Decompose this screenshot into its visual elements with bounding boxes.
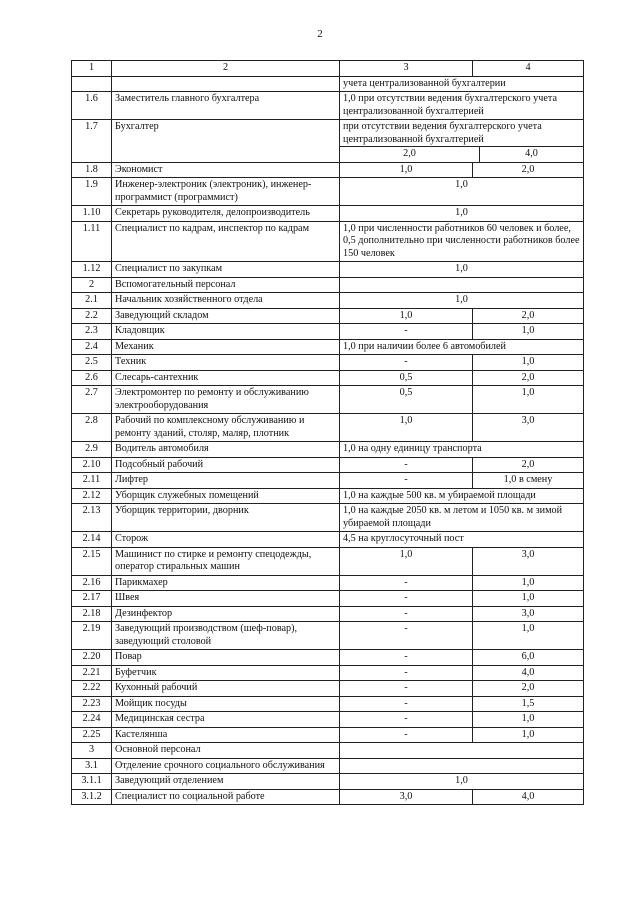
- position-name: Механик: [112, 339, 340, 355]
- position-name: Подсобный рабочий: [112, 457, 340, 473]
- row-number: 2.22: [72, 681, 112, 697]
- table-row: [72, 178, 584, 206]
- norm-value-col3: -: [340, 591, 473, 607]
- table-row: [72, 76, 584, 92]
- position-name: Инженер-электроник (электроник), инженер-программист (программист): [112, 178, 340, 206]
- norm-note: учета централизованной бухгалтерии: [340, 76, 584, 92]
- norm-value-col3: 1,0: [340, 414, 473, 442]
- table-row: [72, 774, 584, 790]
- table-row: [72, 92, 584, 120]
- norm-value-col4: 1,0: [473, 386, 584, 414]
- row-number: 1.6: [72, 92, 112, 120]
- norm-value-merged: 1,0: [340, 262, 584, 278]
- norm-value-col4: 2,0: [473, 457, 584, 473]
- norm-note: при отсутствии ведения бухгалтерского учета централизованной бухгалтерией: [343, 121, 542, 145]
- norm-note: 1,0 при отсутствии ведения бухгалтерского учета централизованной бухгалтерией: [340, 92, 584, 120]
- position-name: Парикмахер: [112, 575, 340, 591]
- position-name: Заведующий складом: [112, 308, 340, 324]
- norm-value-col4: 1,0: [473, 712, 584, 728]
- table-row: [72, 712, 584, 728]
- position-name: Швея: [112, 591, 340, 607]
- position-name: Электромонтер по ремонту и обслуживанию электрооборудования: [112, 386, 340, 414]
- row-number: 2.3: [72, 324, 112, 340]
- position-name: Водитель автомобиля: [112, 442, 340, 458]
- norm-value-col3: 1,0: [340, 162, 473, 178]
- norm-value-col3: -: [340, 712, 473, 728]
- norm-value-col3: -: [340, 575, 473, 591]
- table-row: [72, 293, 584, 309]
- norm-value-col3: -: [340, 650, 473, 666]
- table-row: [72, 743, 584, 759]
- row-number: 2.11: [72, 473, 112, 489]
- position-name: Машинист по стирке и ремонту спецодежды, оператор стиральных машин: [112, 547, 340, 575]
- position-name: [112, 76, 340, 92]
- row-number: 1.7: [72, 120, 112, 163]
- position-name: Сторож: [112, 532, 340, 548]
- table-row: [72, 386, 584, 414]
- position-name: Кладовщик: [112, 324, 340, 340]
- table-row: [72, 442, 584, 458]
- position-name: Повар: [112, 650, 340, 666]
- table-row: [72, 206, 584, 222]
- position-name: Вспомогательный персонал: [112, 277, 340, 293]
- position-name: Специалист по социальной работе: [112, 789, 340, 805]
- norm-value-col3: 0,5: [340, 386, 473, 414]
- table-row: [72, 162, 584, 178]
- norm-note: 1,0 на каждые 2050 кв. м летом и 1050 кв. м зимой убираемой площади: [340, 504, 584, 532]
- norm-note: 1,0 при наличии более 6 автомобилей: [340, 339, 584, 355]
- row-number: 2.21: [72, 665, 112, 681]
- norm-value-col3: 0,5: [340, 370, 473, 386]
- table-row: [72, 488, 584, 504]
- row-number: 2.14: [72, 532, 112, 548]
- table-row: [72, 120, 584, 163]
- norm-note: 1,0 на одну единицу транспорта: [340, 442, 584, 458]
- norm-value-col3: 1,0: [340, 308, 473, 324]
- norm-value-col3: -: [340, 681, 473, 697]
- row-number: [72, 76, 112, 92]
- table-row: [72, 504, 584, 532]
- norm-value-col4: 3,0: [473, 414, 584, 442]
- row-number: 1.9: [72, 178, 112, 206]
- norm-value-col3: 1,0: [340, 547, 473, 575]
- table-row: [72, 532, 584, 548]
- norm-value-col3: 2,0: [340, 147, 480, 162]
- table-row: [72, 681, 584, 697]
- row-number: 2.13: [72, 504, 112, 532]
- row-number: 2.2: [72, 308, 112, 324]
- position-name: Кастелянша: [112, 727, 340, 743]
- norm-value-col4: 1,0 в смену: [473, 473, 584, 489]
- row-number: 2.7: [72, 386, 112, 414]
- table-row: [72, 591, 584, 607]
- table-row: [72, 665, 584, 681]
- header-col-1: 1: [72, 61, 112, 77]
- table-row: [72, 457, 584, 473]
- table-row: [72, 789, 584, 805]
- staffing-table: [71, 60, 584, 805]
- position-name: Заместитель главного бухгалтера: [112, 92, 340, 120]
- norm-note: 4,5 на круглосуточный пост: [340, 532, 584, 548]
- table-row: [72, 414, 584, 442]
- row-number: 2: [72, 277, 112, 293]
- position-name: Заведующий отделением: [112, 774, 340, 790]
- row-number: 2.17: [72, 591, 112, 607]
- row-number: 2.10: [72, 457, 112, 473]
- norm-value-merged: 1,0: [340, 206, 584, 222]
- norm-value-col3: -: [340, 473, 473, 489]
- table-row: [72, 727, 584, 743]
- page-number: 2: [317, 28, 323, 40]
- norm-value-col4: 1,0: [473, 575, 584, 591]
- row-number: 2.12: [72, 488, 112, 504]
- norm-value-col4: 1,0: [473, 622, 584, 650]
- norm-value-col3: -: [340, 324, 473, 340]
- row-number: 2.20: [72, 650, 112, 666]
- norm-value-merged: 1,0: [340, 293, 584, 309]
- position-name: Начальник хозяйственного отдела: [112, 293, 340, 309]
- position-name: Медицинская сестра: [112, 712, 340, 728]
- table-row: [72, 473, 584, 489]
- table-row: [72, 355, 584, 371]
- row-number: 3.1.2: [72, 789, 112, 805]
- row-number: 2.1: [72, 293, 112, 309]
- row-number: 1.11: [72, 221, 112, 262]
- table-row: [72, 370, 584, 386]
- norm-value-col4: 6,0: [473, 650, 584, 666]
- position-name: Техник: [112, 355, 340, 371]
- norm-value-col3: -: [340, 355, 473, 371]
- norm-note: 1,0 на каждые 500 кв. м убираемой площади: [340, 488, 584, 504]
- table-header-row: [72, 61, 584, 77]
- norm-value-col4: 3,0: [473, 547, 584, 575]
- row-number: 2.24: [72, 712, 112, 728]
- row-number: 2.15: [72, 547, 112, 575]
- position-name: Дезинфектор: [112, 606, 340, 622]
- position-name: Кухонный рабочий: [112, 681, 340, 697]
- norm-values: [340, 146, 583, 162]
- row-number: 3.1: [72, 758, 112, 774]
- header-col-4: 4: [473, 61, 584, 77]
- table-row: [72, 324, 584, 340]
- position-name: Рабочий по комплексному обслуживанию и ремонту зданий, столяр, маляр, плотник: [112, 414, 340, 442]
- table-row: [72, 277, 584, 293]
- position-name: Специалист по кадрам, инспектор по кадрам: [112, 221, 340, 262]
- row-number: 2.18: [72, 606, 112, 622]
- table-row: [72, 696, 584, 712]
- norm-value-col3: 3,0: [340, 789, 473, 805]
- row-number: 2.6: [72, 370, 112, 386]
- norm-value-col4: 2,0: [473, 308, 584, 324]
- row-number: 2.16: [72, 575, 112, 591]
- norm-value-merged: 1,0: [340, 178, 584, 206]
- position-name: Секретарь руководителя, делопроизводитель: [112, 206, 340, 222]
- norm-value-col4: 2,0: [473, 162, 584, 178]
- norm-value-col3: -: [340, 727, 473, 743]
- table-row: [72, 547, 584, 575]
- row-number: 2.5: [72, 355, 112, 371]
- norm-value-col4: 3,0: [473, 606, 584, 622]
- norm-value-col4: 1,0: [473, 355, 584, 371]
- table-row: [72, 650, 584, 666]
- table-body: [72, 76, 584, 805]
- position-name: Отделение срочного социального обслуживания: [112, 758, 340, 774]
- position-name: Специалист по закупкам: [112, 262, 340, 278]
- norm-value-col3: -: [340, 606, 473, 622]
- row-number: 1.12: [72, 262, 112, 278]
- position-name: Заведующий производством (шеф-повар), заведующий столовой: [112, 622, 340, 650]
- row-number: 1.10: [72, 206, 112, 222]
- norm-value-col3: -: [340, 622, 473, 650]
- row-number: 2.8: [72, 414, 112, 442]
- norm-value-col3: -: [340, 457, 473, 473]
- position-name: Основной персонал: [112, 743, 340, 759]
- position-name: Бухгалтер: [112, 120, 340, 163]
- table-row: [72, 308, 584, 324]
- row-number: 3.1.1: [72, 774, 112, 790]
- norm-value-col4: 2,0: [473, 370, 584, 386]
- empty-cell: [340, 277, 584, 293]
- norm-value-col3: -: [340, 696, 473, 712]
- table-row: [72, 575, 584, 591]
- norm-cell: [340, 120, 584, 163]
- norm-value-col4: 1,0: [473, 591, 584, 607]
- table-row: [72, 262, 584, 278]
- row-number: 2.25: [72, 727, 112, 743]
- table-row: [72, 622, 584, 650]
- norm-value-col4: 4,0: [473, 789, 584, 805]
- header-col-2: 2: [112, 61, 340, 77]
- norm-value-col3: -: [340, 665, 473, 681]
- norm-value-col4: 4,0: [473, 665, 584, 681]
- norm-value-col4: 1,0: [473, 324, 584, 340]
- row-number: 2.4: [72, 339, 112, 355]
- row-number: 1.8: [72, 162, 112, 178]
- norm-value-col4: 1,5: [473, 696, 584, 712]
- position-name: Уборщик территории, дворник: [112, 504, 340, 532]
- position-name: Экономист: [112, 162, 340, 178]
- table-row: [72, 221, 584, 262]
- position-name: Лифтер: [112, 473, 340, 489]
- header-col-3: 3: [340, 61, 473, 77]
- table-row: [72, 758, 584, 774]
- norm-value-merged: 1,0: [340, 774, 584, 790]
- position-name: Буфетчик: [112, 665, 340, 681]
- norm-value-col4: 4,0: [480, 147, 584, 162]
- empty-cell: [340, 743, 584, 759]
- empty-cell: [340, 758, 584, 774]
- row-number: 3: [72, 743, 112, 759]
- row-number: 2.19: [72, 622, 112, 650]
- row-number: 2.23: [72, 696, 112, 712]
- table-row: [72, 606, 584, 622]
- position-name: Уборщик служебных помещений: [112, 488, 340, 504]
- table-row: [72, 339, 584, 355]
- row-number: 2.9: [72, 442, 112, 458]
- position-name: Слесарь-сантехник: [112, 370, 340, 386]
- norm-value-col4: 1,0: [473, 727, 584, 743]
- norm-note: 1,0 при численности работников 60 человек и более, 0,5 дополнительно при численности работников более 150 человек: [340, 221, 584, 262]
- norm-value-col4: 2,0: [473, 681, 584, 697]
- position-name: Мойщик посуды: [112, 696, 340, 712]
